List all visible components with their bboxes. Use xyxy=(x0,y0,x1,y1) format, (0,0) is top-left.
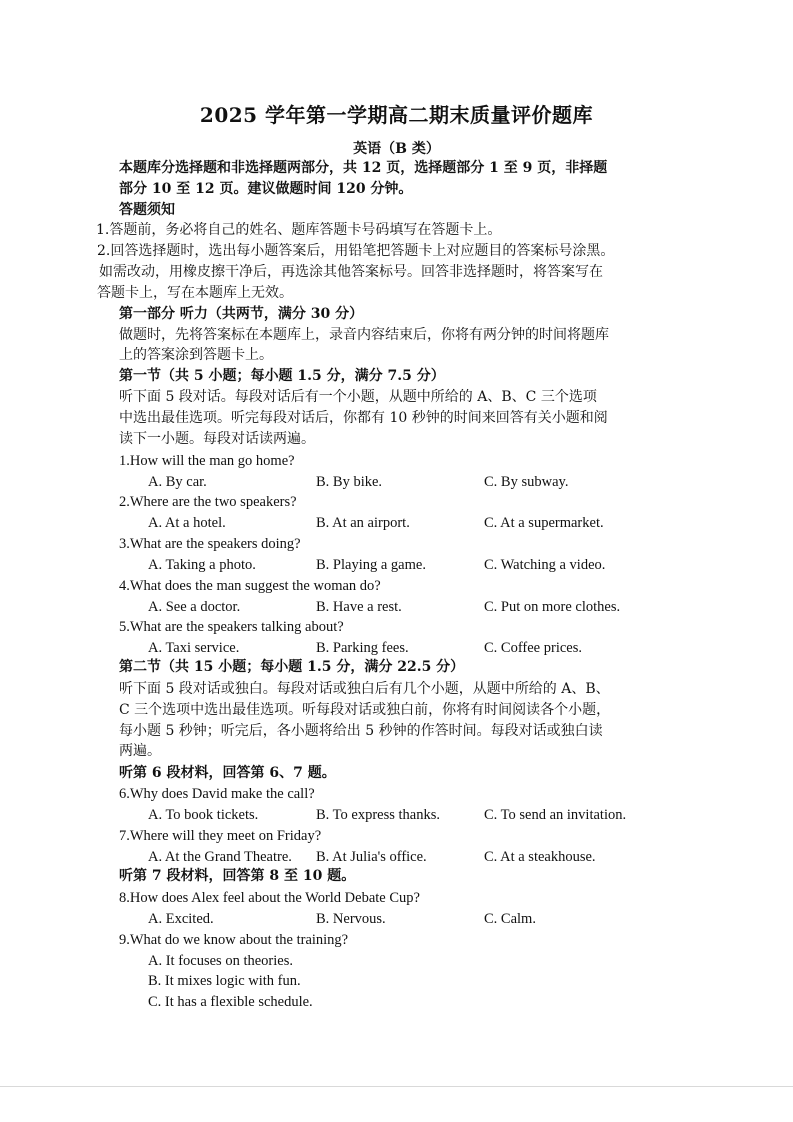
option-b: B. To express thanks. xyxy=(316,807,440,823)
material-heading: 听第 6 段材料，回答第 6、7 题。 xyxy=(119,765,336,781)
option-a: A. To book tickets. xyxy=(148,807,259,823)
question-text: 2.Where are the two speakers? xyxy=(119,494,297,510)
section-desc: C 三个选项中选出最佳选项。听每段对话或独白前，你将有时间阅读各个小题， xyxy=(119,702,611,718)
question-text: 7.Where will they meet on Friday? xyxy=(119,828,322,844)
option-a: A. It focuses on theories. xyxy=(148,953,293,969)
question-text: 5.What are the speakers talking about? xyxy=(119,619,344,635)
option-a: A. By car. xyxy=(148,474,207,490)
section-heading: 第二节（共 15 小题；每小题 1.5 分，满分 22.5 分） xyxy=(119,659,465,675)
page-subtitle: 英语（B 类） xyxy=(353,141,440,157)
page-title: 2025 学年第一学期高二期末质量评价题库 xyxy=(199,103,594,127)
option-b: B. Have a rest. xyxy=(316,599,402,615)
option-c: C. By subway. xyxy=(484,474,569,490)
option-b: B. At an airport. xyxy=(316,515,410,531)
notice-item: 如需改动，用橡皮擦干净后，再选涂其他答案标号。回答非选择题时，将答案写在 xyxy=(99,264,603,280)
option-a: A. Excited. xyxy=(148,911,214,927)
notice-item: 2.回答选择题时，选出每小题答案后，用铅笔把答题卡上对应题目的答案标号涂黑。 xyxy=(97,243,615,259)
section-desc: 听下面 5 段对话。每段对话后有一个小题，从题中所给的 A、B、C 三个选项 xyxy=(119,389,597,405)
option-c: C. Put on more clothes. xyxy=(484,599,621,615)
option-b: B. By bike. xyxy=(316,474,383,490)
question-text: 8.How does Alex feel about the World Debate Cup? xyxy=(119,890,420,906)
notice-item: 1.答题前，务必将自己的姓名、题库答题卡号码填写在答题卡上。 xyxy=(96,222,502,238)
option-c: C. It has a flexible schedule. xyxy=(148,994,313,1010)
option-b: B. It mixes logic with fun. xyxy=(148,973,301,989)
option-a: A. Taking a photo. xyxy=(148,557,256,573)
section-desc: 每小题 5 秒钟；听完后，各小题将给出 5 秒钟的作答时间。每段对话或独白读 xyxy=(119,723,603,739)
intro-line: 本题库分选择题和非选择题两部分，共 12 页，选择题部分 1 至 9 页，非择题 xyxy=(119,160,608,176)
option-b: B. Nervous. xyxy=(316,911,386,927)
question-text: 6.Why does David make the call? xyxy=(119,786,315,802)
option-c: C. To send an invitation. xyxy=(484,807,627,823)
section-desc: 中选出最佳选项。听完每段对话后，你都有 10 秒钟的时间来回答有关小题和阅 xyxy=(119,410,608,426)
part-desc: 做题时，先将答案标在本题库上，录音内容结束后，你将有两分钟的时间将题库 xyxy=(119,327,609,343)
part-desc: 上的答案涂到答题卡上。 xyxy=(119,347,273,363)
option-c: C. Watching a video. xyxy=(484,557,606,573)
option-a: A. Taxi service. xyxy=(148,640,240,656)
section-desc: 两遍。 xyxy=(119,743,161,759)
option-b: B. Parking fees. xyxy=(316,640,409,656)
notice-heading: 答题须知 xyxy=(119,202,175,218)
option-a: A. See a doctor. xyxy=(148,599,241,615)
option-a: A. At the Grand Theatre. xyxy=(148,849,292,865)
intro-line: 部分 10 至 12 页。建议做题时间 120 分钟。 xyxy=(119,181,413,197)
section-heading: 第一节（共 5 小题；每小题 1.5 分，满分 7.5 分） xyxy=(119,368,445,384)
option-b: B. Playing a game. xyxy=(316,557,426,573)
question-text: 1.How will the man go home? xyxy=(119,453,295,469)
question-text: 3.What are the speakers doing? xyxy=(119,536,301,552)
option-c: C. Coffee prices. xyxy=(484,640,582,656)
notice-item: 答题卡上，写在本题库上无效。 xyxy=(97,285,293,301)
section-desc: 读下一小题。每段对话读两遍。 xyxy=(119,431,315,447)
option-a: A. At a hotel. xyxy=(148,515,226,531)
page-divider xyxy=(0,1086,793,1087)
section-desc: 听下面 5 段对话或独白。每段对话或独白后有几个小题，从题中所给的 A、B、 xyxy=(119,681,610,697)
question-text: 4.What does the man suggest the woman do? xyxy=(119,578,381,594)
option-c: C. At a supermarket. xyxy=(484,515,604,531)
option-c: C. Calm. xyxy=(484,911,536,927)
option-b: B. At Julia's office. xyxy=(316,849,427,865)
part-heading: 第一部分 听力（共两节，满分 30 分） xyxy=(119,306,364,322)
question-text: 9.What do we know about the training? xyxy=(119,932,349,948)
option-c: C. At a steakhouse. xyxy=(484,849,596,865)
material-heading: 听第 7 段材料，回答第 8 至 10 题。 xyxy=(119,868,356,884)
